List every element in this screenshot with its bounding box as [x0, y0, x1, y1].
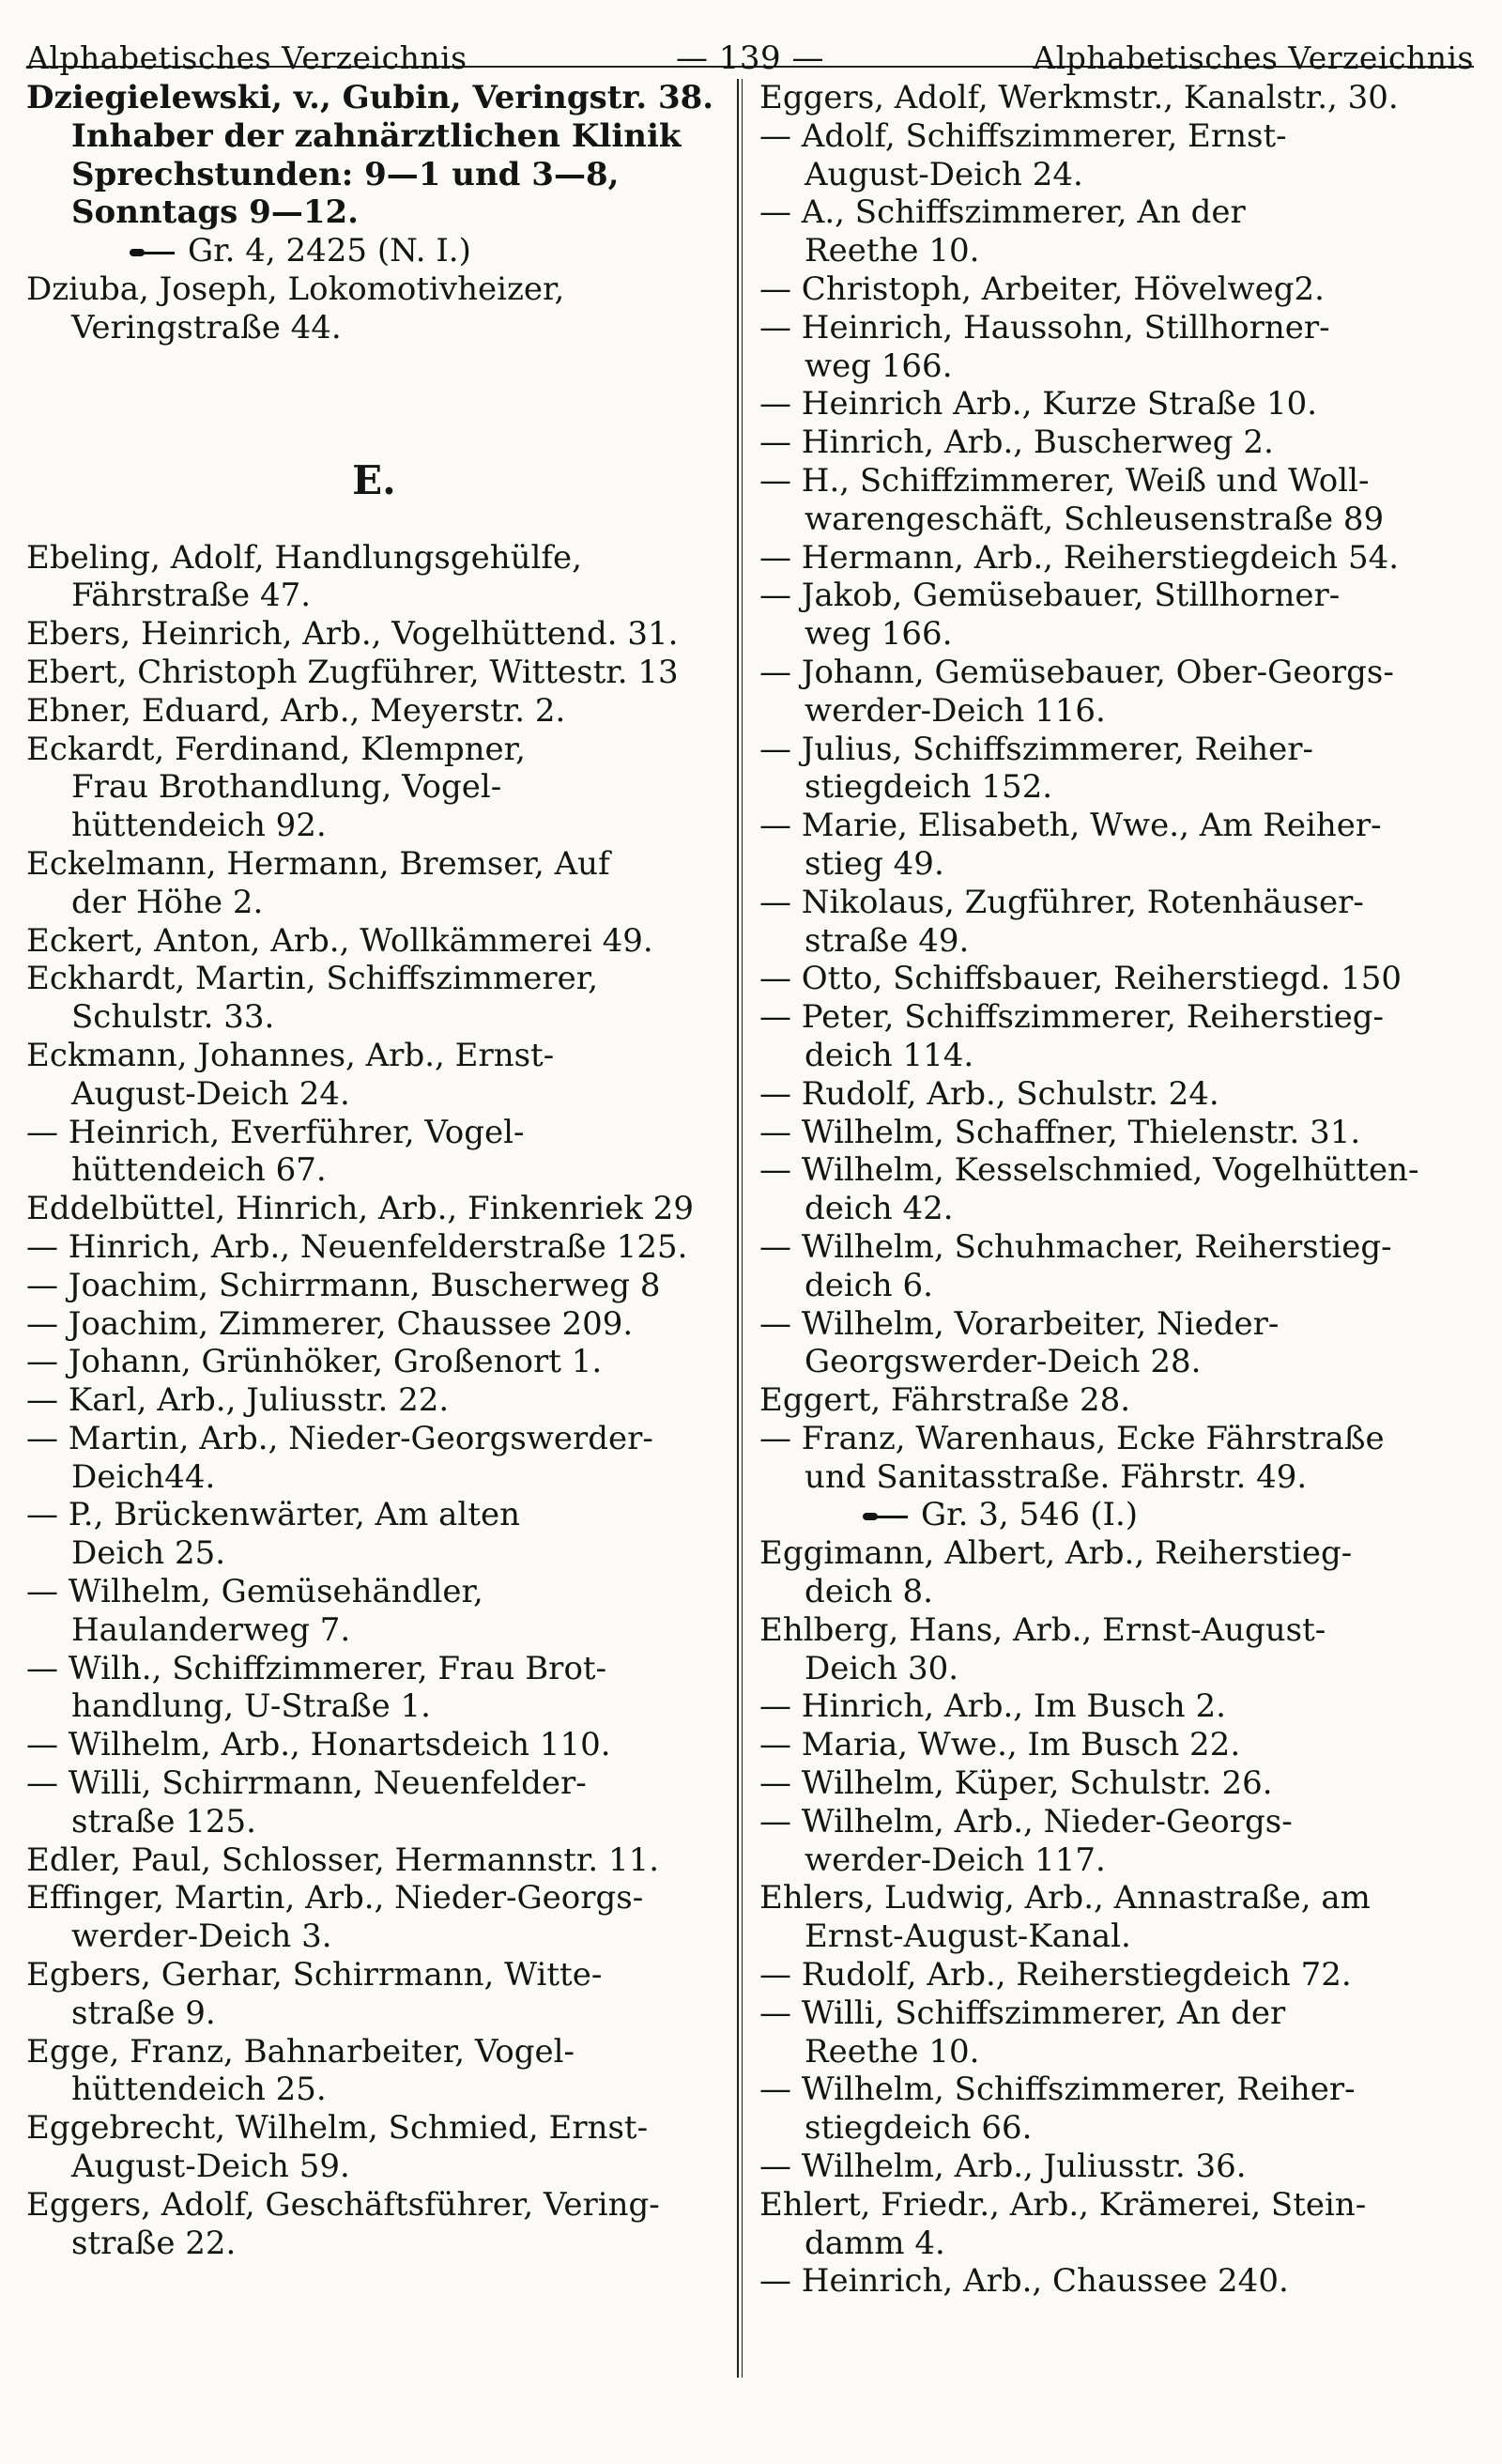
telephone-line: [26, 232, 722, 270]
directory-entry: — Hinrich, Arb., Neuenfelderstraße 125.: [26, 1227, 688, 1266]
directory-entry: — Martin, Arb., Nieder-Georgswerder- Deich44.: [26, 1419, 653, 1496]
directory-entry: — Johann, Grünhöker, Großenort 1.: [26, 1343, 603, 1381]
directory-entry: — Nikolaus, Zugführer, Rotenhäuser- straße 49.: [759, 883, 1364, 960]
directory-entry: — Franz, Warenhaus, Ecke Fährstraße und Sanitasstraße. Fährstr. 49.: [759, 1419, 1385, 1496]
directory-entry: Dziegielewski, v., Gubin, Veringstr. 38. Inhaber der zahnärztlichen Klinik Sprechstunden: 9—1 und 3—8, Sonntags 9—12.: [26, 79, 714, 232]
directory-entry: — Willi, Schirrmann, Neuenfelder- straße 125.: [26, 1764, 587, 1840]
directory-entry: — Wilhelm, Arb., Juliusstr. 36.: [759, 2148, 1247, 2186]
directory-entry: Ehlberg, Hans, Arb., Ernst-August- Deich 30.: [759, 1610, 1326, 1687]
page-number: — 139 —: [675, 39, 824, 77]
directory-entry: Eggebrecht, Wilhelm, Schmied, Ernst- August-Deich 59.: [26, 2109, 649, 2186]
directory-entry: — Wilhelm, Kesselschmied, Vogelhütten- deich 42.: [759, 1151, 1419, 1228]
directory-entry: — Peter, Schiffszimmerer, Reiherstieg- deich 114.: [759, 998, 1385, 1074]
directory-entry: — Rudolf, Arb., Schulstr. 24.: [759, 1074, 1219, 1113]
directory-columns: [26, 79, 1474, 2378]
directory-entry: Dziuba, Joseph, Lokomotivheizer, Veringstraße 44.: [26, 270, 565, 346]
telephone-number: Gr. 4, 2425 (N. I.): [188, 232, 471, 270]
directory-entry: Eckhardt, Martin, Schiffszimmerer, Schulstr. 33.: [26, 960, 599, 1037]
directory-entry: — Joachim, Zimmerer, Chaussee 209.: [26, 1304, 634, 1343]
directory-entry: — Wilhelm, Arb., Nieder-Georgs- werder-Deich 117.: [759, 1802, 1293, 1879]
spacer: [26, 347, 722, 462]
directory-entry: — Jakob, Gemüsebauer, Stillhorner- weg 166.: [759, 577, 1341, 654]
directory-entry: — Wilhelm, Gemüsehändler, Haulanderweg 7.: [26, 1573, 483, 1649]
directory-entry: Ehlers, Ludwig, Arb., Annastraße, am Ernst-August-Kanal.: [759, 1879, 1371, 1956]
directory-entry: — Christoph, Arbeiter, Hövelweg2.: [759, 270, 1325, 308]
directory-entry: Ebeling, Adolf, Handlungsgehülfe, Fährstraße 47.: [26, 538, 582, 615]
telephone-icon: [130, 246, 176, 259]
directory-entry: Eggimann, Albert, Arb., Reiherstieg- deich 8.: [759, 1534, 1353, 1611]
directory-entry: Ebers, Heinrich, Arb., Vogelhüttend. 31.: [26, 615, 679, 654]
telephone-line: [759, 1496, 1453, 1534]
directory-entry: — Willi, Schiffszimmerer, An der Reethe 10.: [759, 1994, 1286, 2071]
header-left-title: Alphabetisches Verzeichnis: [26, 39, 467, 76]
directory-entry: Ehlert, Friedr., Arb., Krämerei, Stein- damm 4.: [759, 2185, 1367, 2262]
telephone-icon: [863, 1510, 910, 1523]
directory-entry: — Rudolf, Arb., Reiherstiegdeich 72.: [759, 1956, 1352, 1994]
directory-entry: — Wilhelm, Vorarbeiter, Nieder- Georgswerder-Deich 28.: [759, 1304, 1280, 1381]
directory-entry: Ebner, Eduard, Arb., Meyerstr. 2.: [26, 691, 566, 730]
directory-entry: — A., Schiffszimmerer, An der Reethe 10.: [759, 193, 1246, 270]
left-column: [26, 79, 737, 2378]
directory-entry: Eckert, Anton, Arb., Wollkämmerei 49.: [26, 921, 653, 960]
directory-entry: Eggers, Adolf, Geschäftsführer, Vering- straße 22.: [26, 2185, 660, 2262]
directory-entry: — Hinrich, Arb., Im Busch 2.: [759, 1687, 1226, 1726]
directory-entry: — Hinrich, Arb., Buscherweg 2.: [759, 424, 1274, 462]
header-right-title: Alphabetisches Verzeichnis: [1033, 39, 1474, 76]
section-letter: E.: [352, 456, 396, 503]
directory-entry: — Wilhelm, Arb., Honartsdeich 110.: [26, 1726, 611, 1764]
directory-entry: — H., Schiffzimmerer, Weiß und Woll- warengeschäft, Schleusenstraße 89: [759, 461, 1385, 538]
directory-entry: — Johann, Gemüsebauer, Ober-Georgs- werder-Deich 116.: [759, 653, 1394, 730]
directory-entry: — Otto, Schiffsbauer, Reiherstiegd. 150: [759, 960, 1402, 998]
directory-entry: — Karl, Arb., Juliusstr. 22.: [26, 1381, 450, 1420]
directory-entry: — Wilh., Schiffzimmerer, Frau Brot- handlung, U-Straße 1.: [26, 1649, 607, 1726]
spacer: [26, 500, 722, 539]
directory-entry: Egbers, Gerhar, Schirrmann, Witte- straße 9.: [26, 1956, 603, 2032]
directory-entry: — Heinrich Arb., Kurze Straße 10.: [759, 385, 1318, 424]
directory-entry: Effinger, Martin, Arb., Nieder-Georgs- werder-Deich 3.: [26, 1879, 644, 1956]
directory-entry: Eggers, Adolf, Werkmstr., Kanalstr., 30.: [759, 79, 1399, 116]
directory-entry: — Julius, Schiffszimmerer, Reiher- stiegdeich 152.: [759, 730, 1314, 807]
directory-entry: — Wilhelm, Küper, Schulstr. 26.: [759, 1764, 1273, 1803]
directory-entry: — Hermann, Arb., Reiherstiegdeich 54.: [759, 538, 1400, 577]
directory-entry: Eckelmann, Hermann, Bremser, Auf der Höhe 2.: [26, 844, 610, 921]
directory-entry: Eddelbüttel, Hinrich, Arb., Finkenriek 29: [26, 1190, 694, 1228]
directory-entry: — Adolf, Schiffszimmerer, Ernst- August-Deich 24.: [759, 116, 1287, 193]
directory-entry: Ebert, Christoph Zugführer, Wittestr. 13: [26, 653, 679, 691]
directory-entry: Eckardt, Ferdinand, Klempner, Frau Brothandlung, Vogel- hüttendeich 92.: [26, 730, 526, 845]
directory-entry: — Heinrich, Arb., Chaussee 240.: [759, 2262, 1289, 2301]
directory-entry: — Joachim, Schirrmann, Buscherweg 8: [26, 1266, 661, 1304]
telephone-number: Gr. 3, 546 (I.): [921, 1496, 1139, 1534]
directory-entry: — Wilhelm, Schuhmacher, Reiherstieg- deich 6.: [759, 1227, 1392, 1304]
right-column: [743, 79, 1453, 2378]
directory-entry: — Heinrich, Haussohn, Stillhorner- weg 166.: [759, 308, 1330, 385]
directory-entry: — P., Brückenwärter, Am alten Deich 25.: [26, 1496, 520, 1573]
directory-entry: Eckmann, Johannes, Arb., Ernst- August-Deich 24.: [26, 1036, 555, 1113]
directory-entry: Eggert, Fährstraße 28.: [759, 1381, 1131, 1420]
directory-entry: Edler, Paul, Schlosser, Hermannstr. 11.: [26, 1840, 660, 1879]
directory-entry: — Maria, Wwe., Im Busch 22.: [759, 1726, 1241, 1764]
directory-entry: — Wilhelm, Schaffner, Thielenstr. 31.: [759, 1113, 1361, 1151]
page-header: [26, 0, 1474, 77]
directory-entry: — Marie, Elisabeth, Wwe., Am Reiher- stieg 49.: [759, 807, 1382, 883]
directory-entry: — Wilhelm, Schiffszimmerer, Reiher- stiegdeich 66.: [759, 2071, 1356, 2148]
directory-entry: Egge, Franz, Bahnarbeiter, Vogel- hüttendeich 25.: [26, 2032, 575, 2109]
directory-entry: — Heinrich, Everführer, Vogel- hüttendeich 67.: [26, 1113, 525, 1190]
